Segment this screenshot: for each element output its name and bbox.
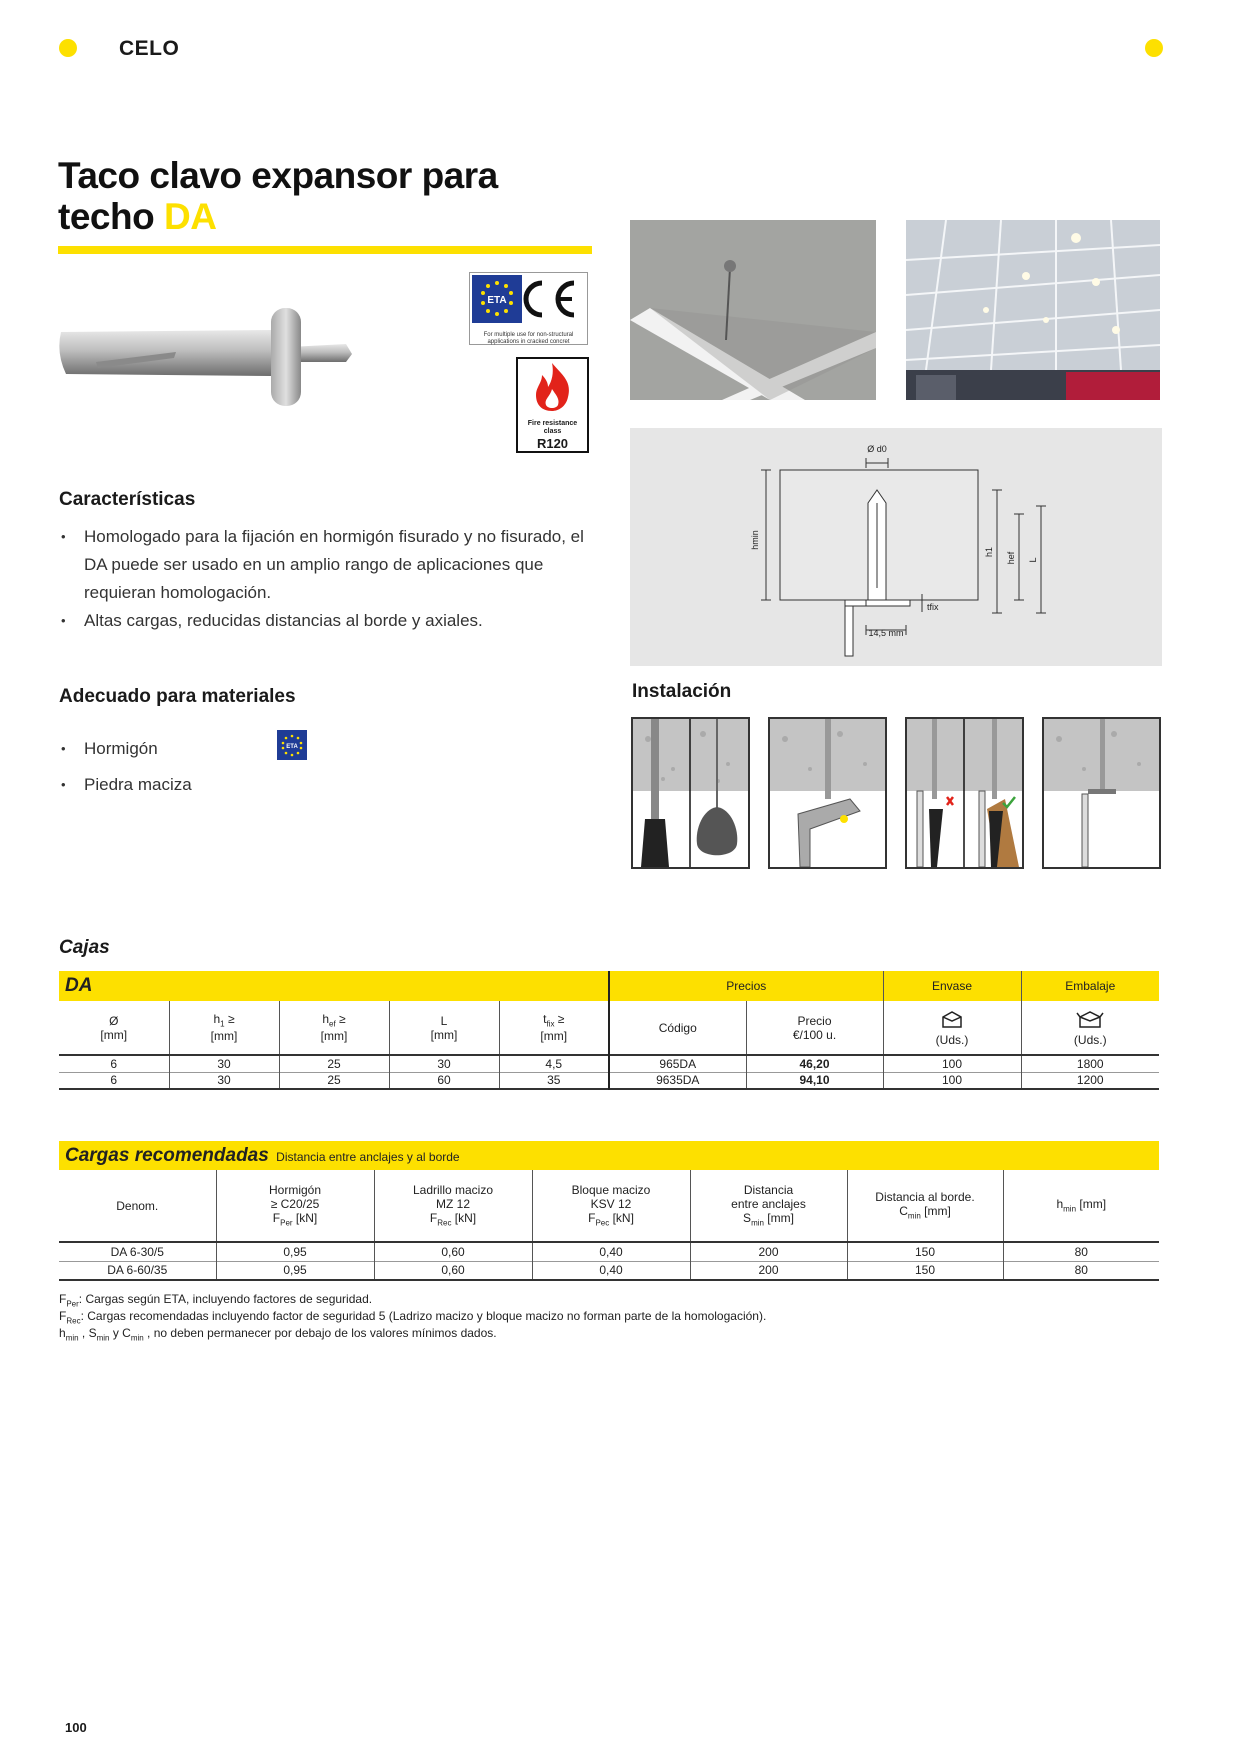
eta-caption-1: For multiple use for non-structural bbox=[483, 332, 574, 338]
fire-label-2: class bbox=[543, 428, 562, 435]
box-icon bbox=[940, 1008, 964, 1030]
install-step-3 bbox=[905, 717, 1024, 869]
boxes-heading: Cajas bbox=[59, 937, 110, 958]
eta-label: ETA bbox=[487, 295, 507, 306]
characteristics-heading: Características bbox=[59, 489, 196, 510]
table-row: 6 30 25 30 4,5 965DA 46,20 100 1800 bbox=[59, 1055, 1159, 1072]
eta-small-label: ETA bbox=[286, 744, 298, 750]
installation-heading: Instalación bbox=[632, 681, 732, 702]
dim-tfix-label: tfix bbox=[927, 602, 939, 612]
photo-suspended-ceiling bbox=[906, 220, 1160, 400]
install-step-2 bbox=[768, 717, 887, 869]
col-diameter: Ø [mm] bbox=[100, 1013, 128, 1042]
flame-icon bbox=[518, 359, 587, 415]
table-row: DA 6-30/5 0,95 0,60 0,40 200 150 80 bbox=[59, 1242, 1159, 1261]
page-title bbox=[58, 155, 498, 237]
fire-label-1: Fire resistance bbox=[527, 420, 578, 427]
material-item-piedra: • Piedra maciza bbox=[59, 767, 339, 803]
open-box-icon bbox=[1076, 1008, 1104, 1030]
col-ladrillo: Ladrillo macizo MZ 12 $F_{Rec}$ [kN] bbox=[374, 1170, 532, 1242]
col-bloque: Bloque macizo KSV 12 $F_{Pec}$ [kN] bbox=[532, 1170, 690, 1242]
title-line-1: Taco clavo expansor para bbox=[58, 155, 498, 196]
dim-hef-label: hef bbox=[1006, 551, 1016, 565]
col-hef: $h_{ef}$ ≥ [mm] bbox=[279, 1001, 389, 1055]
title-highlight: DA bbox=[163, 196, 217, 237]
footnote-fper: $F_{Per}$: Cargas según ETA, incluyendo factores de seguridad. bbox=[59, 1292, 373, 1309]
col-L: L [mm] bbox=[389, 1001, 499, 1055]
page-number: 100 bbox=[65, 1720, 87, 1735]
install-step-1 bbox=[631, 717, 750, 869]
boxes-group-prices: Precios bbox=[609, 971, 883, 1001]
wrong-mark-icon bbox=[947, 797, 953, 805]
dim-d0-label: Ø d0 bbox=[867, 444, 887, 454]
footnote-frec: $F_{Rec}$: Cargas recomendadas incluyendo factor de seguridad 5 (Ladrizo macizo y bloque macizo no forman parte de la homologación). bbox=[59, 1309, 767, 1326]
col-distancia-borde: Distancia al borde. $C_{min}$ [mm] bbox=[847, 1170, 1003, 1242]
col-price: Precio €/100 u. bbox=[746, 1001, 883, 1055]
col-hmin: $h_{min}$ [mm] bbox=[1003, 1170, 1159, 1242]
col-envase: (Uds.) bbox=[883, 1001, 1021, 1055]
anchor-product-image bbox=[56, 300, 366, 410]
fire-resistance-badge bbox=[516, 357, 589, 453]
materials-heading: Adecuado para materiales bbox=[59, 686, 296, 707]
boxes-group-embalaje: Embalaje bbox=[1021, 971, 1159, 1001]
dim-width-label: 14,5 mm bbox=[868, 628, 904, 638]
title-line-2-prefix: techo bbox=[58, 196, 164, 237]
characteristic-item: • Altas cargas, reducidas distancias al borde y axiales. bbox=[59, 607, 599, 635]
header-dot-right bbox=[1145, 39, 1163, 57]
eta-ce-icon bbox=[470, 273, 587, 325]
col-code: Código bbox=[609, 1001, 746, 1055]
boxes-table bbox=[59, 971, 1159, 1090]
brand-label: CELO bbox=[119, 37, 180, 60]
col-tfix: $t_{fix}$ ≥ [mm] bbox=[499, 1001, 609, 1055]
table-row: DA 6-60/35 0,95 0,60 0,40 200 150 80 bbox=[59, 1261, 1159, 1280]
col-embalaje: (Uds.) bbox=[1021, 1001, 1159, 1055]
loads-heading: Cargas recomendadas bbox=[65, 1144, 269, 1166]
loads-subheading: Distancia entre anclajes y al borde bbox=[276, 1149, 460, 1164]
characteristics-list bbox=[59, 523, 599, 635]
title-line-2 bbox=[58, 196, 498, 237]
table-row: 6 30 25 60 35 9635DA 94,10 100 1200 bbox=[59, 1072, 1159, 1089]
dim-h1-label: h1 bbox=[984, 546, 994, 558]
loads-table bbox=[59, 1141, 1159, 1281]
col-h1: $h_1$ ≥ [mm] bbox=[169, 1001, 279, 1055]
dimension-diagram bbox=[630, 428, 1162, 666]
title-underline bbox=[58, 246, 592, 254]
header-dot-left bbox=[59, 39, 77, 57]
eta-small-icon bbox=[277, 730, 307, 760]
photo-ceiling-hanger bbox=[630, 220, 876, 400]
col-hormigon: Hormigón ≥ C20/25 $F_{Per}$ [kN] bbox=[216, 1170, 374, 1242]
dim-L-label: L bbox=[1028, 557, 1038, 563]
eta-caption-2: applications in cracked concret bbox=[487, 339, 570, 345]
install-step-4 bbox=[1042, 717, 1161, 869]
eta-ce-badge bbox=[469, 272, 588, 345]
fire-class: R120 bbox=[536, 436, 569, 451]
characteristic-item: • Homologado para la fijación en hormigón fisurado y no fisurado, el DA puede ser usado en un amplio rango de aplicaciones que requieran homologación. bbox=[59, 523, 599, 607]
dim-hmin-label: hmin bbox=[750, 530, 760, 550]
col-distancia: Distancia entre anclajes $S_{min}$ [mm] bbox=[690, 1170, 847, 1242]
material-item-hormigon: • Hormigón bbox=[59, 731, 339, 767]
col-denom: Denom. bbox=[116, 1198, 159, 1213]
boxes-group-envase: Envase bbox=[883, 971, 1021, 1001]
boxes-product-label: DA bbox=[65, 975, 93, 996]
footnote-min-values: $h_{min}$ , $S_{min}$ y $C_{min}$ , no deben permanecer por debajo de los valores mínimos dados. bbox=[59, 1326, 497, 1343]
loads-heading-bar bbox=[59, 1141, 1159, 1170]
